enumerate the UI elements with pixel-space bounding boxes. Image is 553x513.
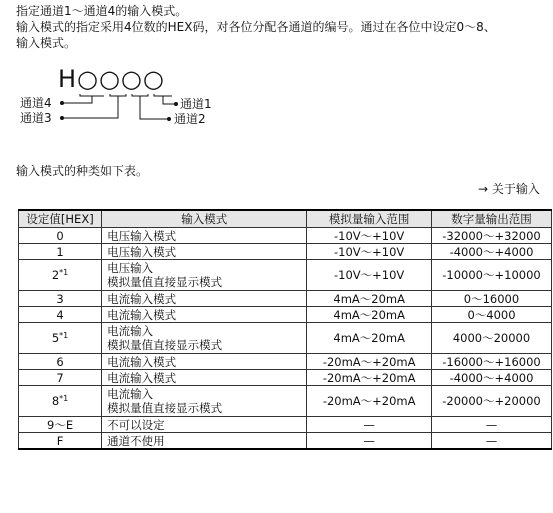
cell-mode: 电流输入模式 xyxy=(102,354,307,370)
cell-analog: -10V～+10V xyxy=(307,228,432,244)
table-row xyxy=(19,260,552,291)
types-intro: 输入模式的种类如下表。 xyxy=(16,164,149,178)
header-setting: 设定值[HEX] xyxy=(19,210,102,228)
ch2-dot xyxy=(167,117,171,121)
cell-digital: -4000～+4000 xyxy=(431,370,551,386)
ch1-bracket xyxy=(154,94,172,96)
intro-line-3: 输入模式。 xyxy=(16,36,77,50)
cell-setting: 9～E xyxy=(19,417,102,433)
cell-analog: -20mA～+20mA xyxy=(307,386,432,417)
intro-line-2: 输入模式的指定采用4位数的HEX码，对各位分配各通道的编号。通过在各位中设定0～8、 xyxy=(16,20,496,34)
cell-mode: 电流输入模式 xyxy=(102,291,307,307)
cell-setting: 3 xyxy=(19,291,102,307)
cell-mode: 电压输入 模拟量值直接显示模式 xyxy=(102,260,307,291)
table-header-row xyxy=(19,210,552,228)
header-mode: 输入模式 xyxy=(102,210,307,228)
cell-digital: -20000～+20000 xyxy=(431,386,551,417)
footnote-mark: *1 xyxy=(59,394,69,403)
ch3-leader xyxy=(62,96,118,118)
cell-analog: 4mA～20mA xyxy=(307,291,432,307)
ch2-leader xyxy=(140,96,168,119)
input-mode-table xyxy=(18,209,552,450)
cell-digital: -10000～+10000 xyxy=(431,260,551,291)
table-row xyxy=(19,244,552,260)
hex-channel-diagram xyxy=(18,66,238,136)
ch1-dot xyxy=(174,102,178,106)
ch3-label: 通道3 xyxy=(20,111,52,125)
ch2-label: 通道2 xyxy=(174,112,206,126)
cell-digital: -16000～+16000 xyxy=(431,354,551,370)
ch2-bracket xyxy=(132,94,148,96)
table-row xyxy=(19,228,552,244)
ch4-bracket xyxy=(80,94,104,96)
cell-digital: 4000～20000 xyxy=(431,323,551,354)
table-row xyxy=(19,291,552,307)
cell-analog: 4mA～20mA xyxy=(307,307,432,323)
cell-analog: 4mA～20mA xyxy=(307,323,432,354)
cell-analog: -10V～+10V xyxy=(307,260,432,291)
cell-analog: -20mA～+20mA xyxy=(307,370,432,386)
cell-mode: 通道不使用 xyxy=(102,433,307,450)
cell-setting: 7 xyxy=(19,370,102,386)
ch4-leader xyxy=(62,96,92,103)
cell-setting: 6 xyxy=(19,354,102,370)
cell-mode: 电流输入模式 xyxy=(102,307,307,323)
cell-digital: -32000～+32000 xyxy=(431,228,551,244)
table-row xyxy=(19,417,552,433)
ch3-bracket xyxy=(110,94,126,96)
cell-setting: 1 xyxy=(19,244,102,260)
input-ref-link[interactable]: → 关于输入 xyxy=(478,182,540,196)
footnote-mark: *1 xyxy=(59,268,69,277)
cell-setting: 8$^{*1}$ xyxy=(19,386,102,417)
cell-digital: 0～16000 xyxy=(431,291,551,307)
cell-digital: — xyxy=(431,417,551,433)
cell-setting: F xyxy=(19,433,102,450)
footnote-mark: *1 xyxy=(59,331,69,340)
cell-digital: -4000～+4000 xyxy=(431,244,551,260)
intro-line-1: 指定通道1～通道4的输入模式。 xyxy=(16,4,188,18)
header-analog: 模拟量输入范围 xyxy=(307,210,432,228)
cell-mode: 电流输入 模拟量值直接显示模式 xyxy=(102,323,307,354)
ch1-label: 通道1 xyxy=(180,97,212,111)
table-row xyxy=(19,386,552,417)
ch4-label: 通道4 xyxy=(20,96,52,110)
ch3-dot xyxy=(60,116,64,120)
hex-code: H○○○○ xyxy=(58,65,165,93)
header-digital: 数字量输出范围 xyxy=(431,210,551,228)
cell-digital: — xyxy=(431,433,551,450)
intro-text xyxy=(16,3,553,51)
cell-analog: — xyxy=(307,417,432,433)
cell-setting: 0 xyxy=(19,228,102,244)
cell-mode: 电流输入 模拟量值直接显示模式 xyxy=(102,386,307,417)
cell-mode: 电压输入模式 xyxy=(102,228,307,244)
cell-mode: 电压输入模式 xyxy=(102,244,307,260)
cell-digital: 0～4000 xyxy=(431,307,551,323)
table-row xyxy=(19,307,552,323)
cell-mode: 不可以设定 xyxy=(102,417,307,433)
table-row xyxy=(19,354,552,370)
cell-analog: -20mA～+20mA xyxy=(307,354,432,370)
cell-setting: 4 xyxy=(19,307,102,323)
cell-setting: 5$^{*1}$ xyxy=(19,323,102,354)
cell-setting: 2$^{*1}$ xyxy=(19,260,102,291)
cell-analog: -10V～+10V xyxy=(307,244,432,260)
table-row xyxy=(19,433,552,450)
cell-mode: 电流输入模式 xyxy=(102,370,307,386)
ch1-leader xyxy=(163,96,175,104)
table-row xyxy=(19,370,552,386)
table-row xyxy=(19,323,552,354)
ch4-dot xyxy=(60,101,64,105)
cell-analog: — xyxy=(307,433,432,450)
